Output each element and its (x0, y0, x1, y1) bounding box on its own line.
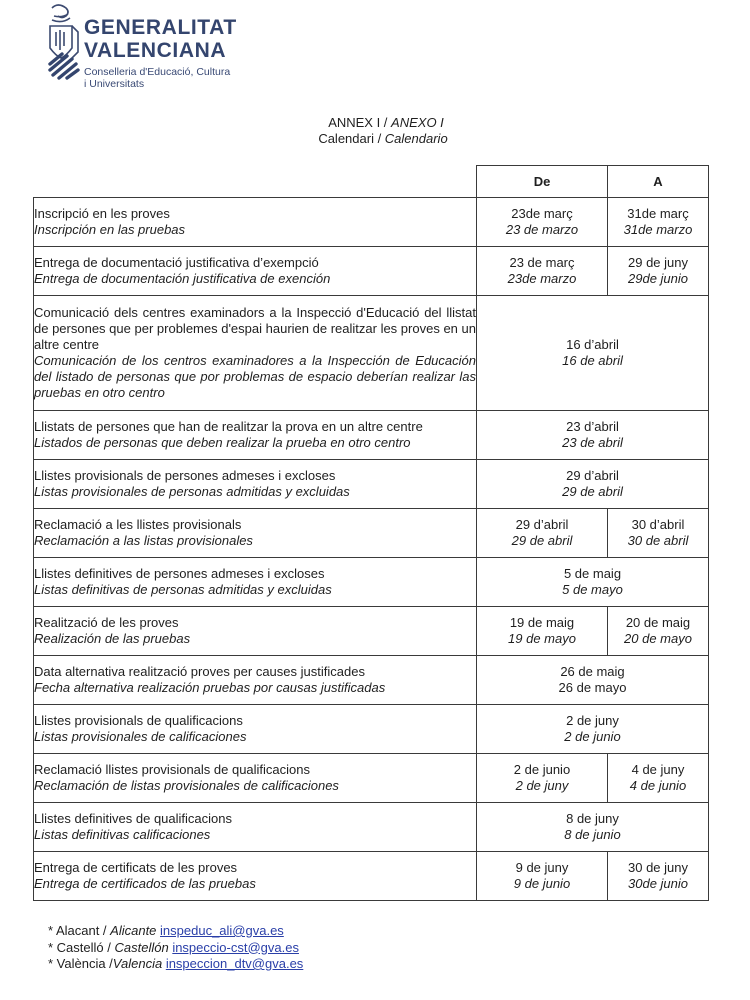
description-es: Realización de las pruebas (34, 631, 191, 646)
description-es: Entrega de certificados de las pruebas (34, 876, 256, 891)
date-ca: 26 de maig (560, 664, 625, 679)
to-date (608, 754, 709, 803)
table-row (34, 754, 709, 803)
to-date (608, 247, 709, 296)
description-es: Listas definitivas de personas admitidas y excluidas (34, 582, 332, 597)
from-date-es: 9 de junio (513, 876, 571, 891)
date-es: 8 de junio (564, 827, 621, 842)
description-ca: Llistes definitives de persones admeses i excloses (34, 566, 325, 581)
header-to: A (608, 166, 709, 198)
date-es: 29 de abril (562, 484, 623, 499)
to-date-ca: 20 de maig (625, 615, 691, 630)
to-date (608, 852, 709, 901)
table-row (34, 705, 709, 754)
from-date-ca: 9 de juny (515, 860, 569, 875)
email-link-castellon[interactable]: inspeccio-cst@gva.es (172, 939, 299, 955)
date-es: 5 de mayo (562, 582, 623, 597)
calendar-title-es: Calendario (384, 131, 448, 146)
from-date-es: 29 de abril (511, 533, 573, 548)
to-date-es: 31de marzo (623, 222, 693, 237)
date-ca: 23 d’abril (566, 419, 619, 434)
to-date-ca: 4 de juny (631, 762, 685, 777)
from-date-es: 2 de juny (515, 778, 569, 793)
table-row (34, 411, 709, 460)
table-row (34, 509, 709, 558)
table-header-row (34, 166, 709, 198)
row-description (34, 705, 477, 754)
contact-castellon (48, 940, 303, 957)
description-ca: Comunicació dels centres examinadors a la Inspecció d'Educació del llistat de persones que per problemes d'espai haurien de realitzar les proves en un altre centre (34, 305, 476, 352)
from-date (477, 607, 608, 656)
description-es: Listas provisionales de personas admitidas y excluidas (34, 484, 350, 499)
single-date (477, 656, 709, 705)
contact-label-es: Alicante (110, 923, 157, 938)
description-ca: Data alternativa realització proves per causes justificades (34, 664, 365, 679)
date-es: 23 de abril (562, 435, 623, 450)
to-date-es: 29de junio (628, 271, 688, 286)
from-date (477, 198, 608, 247)
row-description (34, 558, 477, 607)
date-es: 26 de mayo (558, 680, 627, 695)
date-ca: 2 de juny (566, 713, 619, 728)
description-ca: Llistes provisionals de persones admeses i excloses (34, 468, 336, 483)
row-description (34, 852, 477, 901)
table-row (34, 607, 709, 656)
from-date-ca: 23 de març (509, 255, 575, 270)
header-blank-cell (34, 166, 477, 198)
date-es: 2 de junio (564, 729, 621, 744)
annex-title-es: ANEXO I (391, 115, 444, 130)
date-ca: 16 d’abril (566, 337, 619, 352)
description-ca: Entrega de certificats de les proves (34, 860, 238, 875)
from-date-ca: 2 de junio (513, 762, 571, 777)
to-date (608, 509, 709, 558)
table-row (34, 247, 709, 296)
description-ca: Realització de les proves (34, 615, 179, 630)
contact-alicante (48, 923, 303, 940)
date-ca: 8 de juny (566, 811, 619, 826)
to-date-es: 20 de mayo (624, 631, 692, 646)
single-date (477, 296, 709, 411)
from-date-ca: 29 d’abril (515, 517, 569, 532)
date-ca: 5 de maig (563, 566, 622, 581)
to-date-ca: 30 de juny (628, 860, 688, 875)
annex-heading (0, 115, 750, 147)
email-link-valencia[interactable]: inspeccion_dtv@gva.es (165, 956, 304, 971)
table-row (34, 803, 709, 852)
row-description (34, 754, 477, 803)
from-date (477, 754, 608, 803)
description-es: Comunicación de los centros examinadores a la Inspección de Educación del listado de personas que por problemas de espacio deberían realizar las pruebas en otro centro (34, 353, 476, 400)
calendar-title-ca: Calendari / (318, 131, 385, 146)
description-es: Listas provisionales de calificaciones (34, 729, 247, 744)
table-row (34, 656, 709, 705)
header-from: De (477, 166, 608, 198)
description-es: Listas definitivas calificaciones (34, 827, 211, 842)
description-es: Listados de personas que deben realizar la prueba en otro centro (34, 435, 411, 450)
to-date-es: 30 de abril (627, 533, 689, 548)
row-description (34, 803, 477, 852)
calendar-title (0, 131, 750, 147)
contact-label-es: Castellón (114, 939, 169, 955)
contact-label-es: Valencia (112, 956, 163, 971)
row-description (34, 198, 477, 247)
table-row (34, 198, 709, 247)
contact-valencia (48, 956, 303, 973)
description-ca: Reclamació llistes provisionals de qualificacions (34, 762, 311, 777)
description-ca: Inscripció en les proves (34, 206, 170, 221)
from-date-ca: 19 de maig (509, 615, 575, 630)
contact-label: * València / (48, 956, 113, 971)
description-es: Fecha alternativa realización pruebas por causas justificadas (34, 680, 386, 695)
to-date-ca: 30 d’abril (631, 517, 685, 532)
logo-generalitat: GENERALITAT (84, 16, 237, 39)
logo-conselleria: Conselleria d'Educació, Cultura (84, 66, 231, 78)
row-description (34, 460, 477, 509)
email-link-alicante[interactable]: inspeduc_ali@gva.es (160, 923, 284, 938)
row-description (34, 656, 477, 705)
table-row (34, 852, 709, 901)
table-row (34, 296, 709, 411)
date-es: 16 de abril (562, 353, 623, 368)
table-row (34, 558, 709, 607)
description-ca: Llistes provisionals de qualificacions (34, 713, 243, 728)
description-es: Inscripción en las pruebas (34, 222, 186, 237)
from-date-es: 19 de mayo (508, 631, 576, 646)
description-ca: Llistats de persones que han de realitzar la prova en un altre centre (34, 419, 423, 434)
from-date (477, 509, 608, 558)
date-ca: 29 d’abril (566, 468, 619, 483)
row-description (34, 296, 477, 411)
description-es: Reclamación a las listas provisionales (34, 533, 253, 548)
row-description (34, 509, 477, 558)
from-date-es: 23 de marzo (505, 222, 579, 237)
from-date-ca: 23de març (511, 206, 573, 221)
single-date (477, 705, 709, 754)
logo-universitats: i Universitats (84, 78, 145, 90)
single-date (477, 558, 709, 607)
to-date-ca: 29 de juny (628, 255, 688, 270)
to-date-es: 4 de junio (629, 778, 687, 793)
single-date (477, 803, 709, 852)
table-row (34, 460, 709, 509)
row-description (34, 411, 477, 460)
contact-label: * Castelló / (48, 939, 115, 955)
calendar-table (33, 165, 709, 901)
contact-label: * Alacant / (48, 923, 111, 938)
to-date-es: 30de junio (628, 876, 688, 891)
logo-text (84, 16, 237, 90)
from-date (477, 247, 608, 296)
single-date (477, 411, 709, 460)
to-date (608, 198, 709, 247)
to-date (608, 607, 709, 656)
description-es: Entrega de documentación justificativa de exención (34, 271, 331, 286)
logo-valenciana: VALENCIANA (84, 39, 227, 62)
description-ca: Entrega de documentació justificativa d’exempció (34, 255, 319, 270)
from-date-es: 23de marzo (507, 271, 577, 286)
generalitat-logo (42, 2, 282, 94)
contact-footer (48, 923, 303, 973)
description-ca: Reclamació a les llistes provisionals (34, 517, 242, 532)
coat-of-arms-icon (42, 2, 82, 80)
single-date (477, 460, 709, 509)
description-es: Reclamación de listas provisionales de calificaciones (34, 778, 339, 793)
to-date-ca: 31de març (627, 206, 689, 221)
row-description (34, 607, 477, 656)
from-date (477, 852, 608, 901)
description-ca: Llistes definitives de qualificacions (34, 811, 232, 826)
annex-title-ca: ANNEX I / (328, 115, 392, 130)
row-description (34, 247, 477, 296)
annex-title (0, 115, 750, 131)
